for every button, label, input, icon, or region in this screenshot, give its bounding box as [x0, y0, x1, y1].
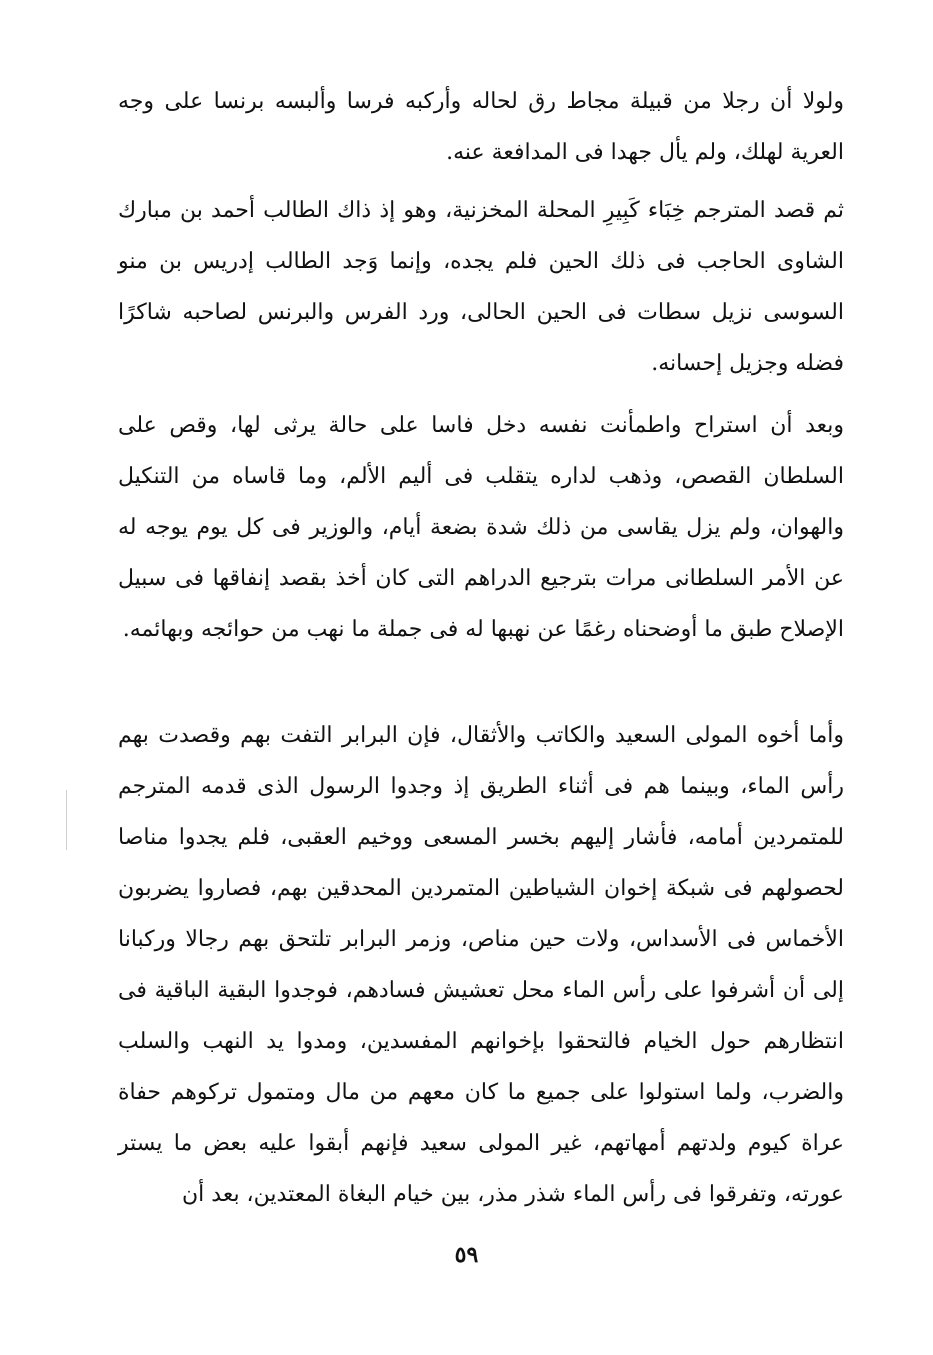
paragraph-4 — [118, 710, 844, 1220]
paragraph-text: وبعد أن استراح واطمأنت نفسه دخل فاسا على حالة يرثى لها، وقص على السلطان القصص، وذهب لداره يتقلب فى أليم الألم، وما قاساه من التنكيل والهوان، ولم يزل يقاسى من ذلك شدة بضعة أيام، والوزير فى كل يوم يوجه له عن الأمر السلطانى مرات بترجيع الدراهم التى كان أخذ بقصد إنفاقها فى سبيل الإصلاح طبق ما أوضحناه رغمًا عن نهبها له فى جملة ما نهب من حوائجه وبهائمه. — [118, 413, 844, 642]
paragraph-1 — [118, 76, 844, 178]
paragraph-text: ثم قصد المترجم خِبَاء كَبِيرِ المحلة المخزنية، وهو إذ ذاك الطالب أحمد بن مبارك الشاوى الحاجب فى ذلك الحين فلم يجده، وإنما وَجد الطالب إدريس بن منو السوسى نزيل سطات فى الحين الحالى، ورد الفرس والبرنس لصاحبه شاكرًا فضله وجزيل إحسانه. — [118, 198, 844, 376]
paragraph-text: وأما أخوه المولى السعيد والكاتب والأثقال، فإن البرابر التفت بهم وقصدت بهم رأس الماء، وبينما هم فى أثناء الطريق إذ وجدوا الرسول الذى قدمه المترجم للمتمردين أمامه، فأشار إليهم بخسر المسعى ووخيم العقبى، فلم يجدوا مناصا لحصولهم فى شبكة إخوان الشياطين المتمردين المحدقين بهم، فصاروا يضربون الأخماس فى الأسداس، ولات حين مناص، وزمر البرابر تلتحق بهم رجالا وركبانا إلى أن أشرفوا على رأس الماء محل تعشيش فسادهم، فوجدوا البقية الباقية فى انتظارهم حول الخيام فالتحقوا بإخوانهم المفسدين، ومدوا يد النهب والسلب والضرب، ولما استولوا على جميع ما كان معهم من مال ومتمول تركوهم حفاة عراة كيوم ولدتهم أمهاتهم، غير المولى سعيد فإنهم أبقوا عليه بعض ما يستر عورته، وتفرقوا فى رأس الماء شذر مذر، بين خيام البغاة المعتدين، بعد أن — [118, 723, 844, 1207]
page-number: ٥٩ — [454, 1242, 479, 1268]
paragraph-3 — [118, 400, 844, 655]
scan-artifact — [66, 790, 67, 850]
paragraph-2 — [118, 185, 844, 389]
paragraph-text: ولولا أن رجلا من قبيلة مجاط رق لحاله وأركبه فرسا وألبسه برنسا على وجه العرية لهلك، ولم يأل جهدا فى المدافعة عنه. — [118, 89, 844, 165]
